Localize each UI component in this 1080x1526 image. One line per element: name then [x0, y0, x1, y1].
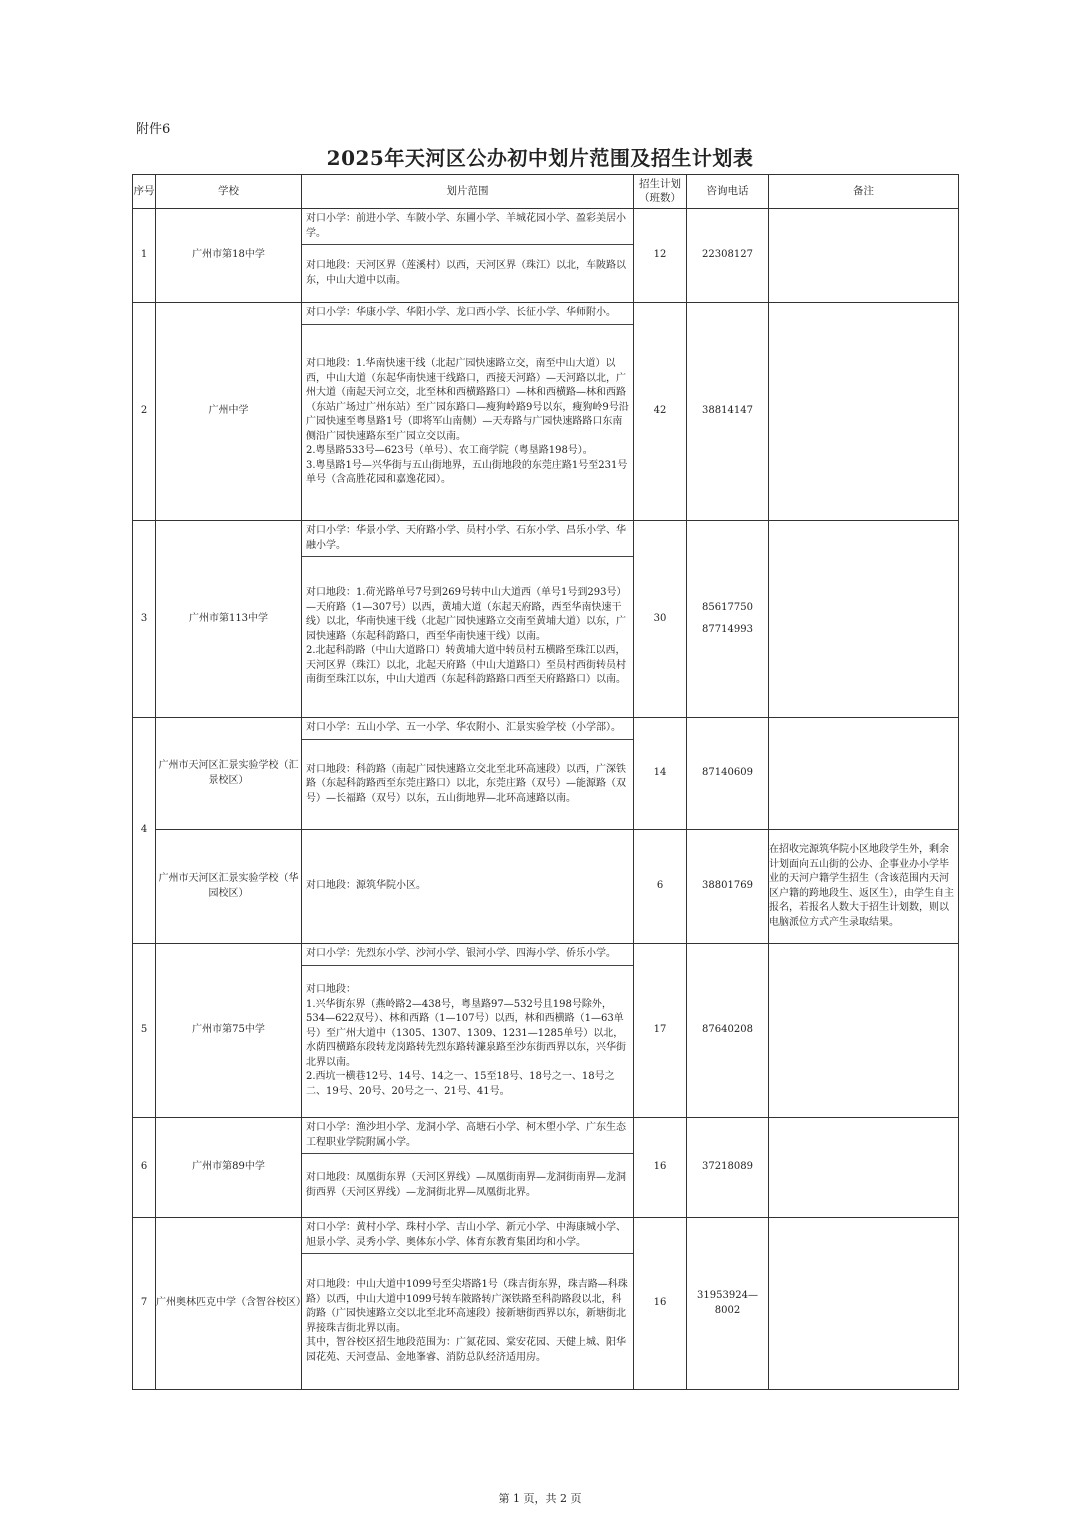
phone-cell	[687, 209, 769, 303]
area-line: 2.粤垦路533号—623号（单号）、农工商学院（粤垦路198号）。	[306, 445, 593, 456]
phone-number: 85617750	[702, 601, 753, 613]
school-name: 广州中学	[156, 303, 302, 521]
plan-classes: 42	[634, 303, 687, 521]
table-row	[133, 303, 959, 521]
phone-cell	[687, 521, 769, 718]
primary-schools: 对口小学：华景小学、天府路小学、员村小学、石东小学、昌乐小学、华融小学。	[302, 521, 633, 557]
header-plan: 招生计划（班数）	[634, 175, 687, 209]
table-row	[133, 209, 959, 303]
note-cell	[769, 521, 959, 718]
phone-number: 87714993	[702, 624, 753, 635]
area-line: 其中，智谷校区招生地段范围为：广氮花园、棠安花园、天健上城、阳华园花苑、天河壹品、金地峯睿、消防总队经济适用房。	[306, 1337, 626, 1363]
table-row	[133, 944, 959, 1118]
plan-classes: 14	[634, 718, 687, 830]
row-no: 7	[133, 1218, 156, 1390]
phone-cell	[687, 1218, 769, 1390]
row-no: 6	[133, 1118, 156, 1218]
note-cell	[769, 718, 959, 830]
enrollment-table	[132, 174, 959, 1390]
table-header-row	[133, 175, 959, 209]
zone-cell	[302, 1118, 634, 1218]
area-line: 对口地段：科韵路（南起广园快速路立交北至北环高速段）以西，广深铁路（东起科韵路西至东莞庄路口）以北，东莞庄路（双号）—能源路（双号）—长福路（双号）以东，五山街地界—北环高速路以南。	[306, 763, 626, 804]
primary-schools: 对口小学：华康小学、华阳小学、龙口西小学、长征小学、华师附小。	[302, 303, 633, 325]
school-name: 广州市第18中学	[156, 209, 302, 303]
note-cell	[769, 303, 959, 521]
school-name: 广州奥林匹克中学（含智谷校区）	[156, 1218, 302, 1390]
header-phone: 咨询电话	[687, 175, 769, 209]
district-area	[302, 830, 633, 943]
phone-cell	[687, 718, 769, 830]
zone-cell	[302, 944, 634, 1118]
district-area	[302, 966, 633, 1118]
plan-classes: 6	[634, 830, 687, 944]
header-range: 划片范围	[302, 175, 634, 209]
phone-number: 37218089	[702, 1161, 753, 1173]
area-line: 对口地段：	[306, 984, 356, 996]
school-name: 广州市第113中学	[156, 521, 302, 718]
area-line: 对口地段：凤凰街东界（天河区界线）—凤凰街南界—龙洞街南界—龙洞街西界（天河区界线）—龙洞街北界—凤凰街北界。	[306, 1172, 626, 1198]
phone-cell	[687, 303, 769, 521]
row-no: 3	[133, 521, 156, 718]
note-cell	[769, 1218, 959, 1390]
zone-cell	[302, 521, 634, 718]
primary-schools: 对口小学：渔沙坦小学、龙洞小学、高塘石小学、柯木塱小学、广东生态工程职业学院附属小学。	[302, 1118, 633, 1154]
phone-number: 38814147	[702, 405, 753, 417]
primary-schools: 对口小学：五山小学、五一小学、华农附小、汇景实验学校（小学部）。	[302, 718, 633, 740]
district-area	[302, 740, 633, 830]
school-name: 广州市第75中学	[156, 944, 302, 1118]
area-line: 1.兴华街东界（燕岭路2—438号，粤垦路97—532号且198号除外，534—622双号）、林和西路（1—107号）以西，林和西横路（1—63单号）至广州大道中（1305、1307、1309、1231—1285单号）以北，水荫四横路东段转龙岗路转先烈东路转濂泉路至沙东街西界以东，兴华街北界以南。	[306, 998, 626, 1068]
school-name: 广州市第89中学	[156, 1118, 302, 1218]
area-line: 对口地段：1.华南快速干线（北起广园快速路立交，南至中山大道）以西，中山大道（东起华南快速干线路口，西接天河路）—天河路以北，广州大道（南起天河立交，北至林和西横路路口）—林和西横路—林和西路（东站广场过广州东站）至广园东路口—瘦狗岭路9号以东，瘦狗岭9号沿广园快速至粤垦路1号（即将军山南侧）—天寿路与广园快速路路口东南侧沿广园快速路东至广园立交以南。	[306, 358, 629, 442]
attachment-label: 附件6	[136, 122, 171, 137]
plan-classes: 16	[634, 1218, 687, 1390]
page-footer: 第 1 页，共 2 页	[498, 1492, 582, 1505]
area-line: 2.北起科韵路（中山大道路口）转黄埔大道中转员村五横路至珠江以西，天河区界（珠江）以北，北起天府路（中山大道路口）至员村西街转员村南街至珠江以东，中山大道西（东起科韵路路口西至天府路路口）以南。	[306, 645, 626, 686]
zone-cell	[302, 303, 634, 521]
primary-schools: 对口小学：先烈东小学、沙河小学、银河小学、四海小学、侨乐小学。	[302, 944, 633, 966]
district-area	[302, 245, 633, 302]
row-no: 2	[133, 303, 156, 521]
note-cell	[769, 944, 959, 1118]
table-row	[133, 521, 959, 718]
area-line: 对口地段：1.荷光路单号7号到269号转中山大道西（单号1号到293号）—天府路（1—307号）以西，黄埔大道（东起天府路，西至华南快速干线）以北，华南快速干线（北起广园快速路立交南至黄埔大道）以东，广园快速路（东起科韵路口，西至华南快速干线）以南。	[306, 587, 627, 642]
page-title: 2025年天河区公办初中划片范围及招生计划表	[326, 146, 754, 170]
header-note: 备注	[769, 175, 959, 209]
note-cell: 在招收完源筑华院小区地段学生外，剩余计划面向五山街的公办、企事业办小学毕业的天河户籍学生招生（含该范围内天河区户籍的跨地段生、返区生），由学生自主报名，若报名人数大于招生计划数，则以电脑派位方式产生录取结果。	[769, 830, 959, 944]
note-cell	[769, 209, 959, 303]
row-no: 4	[133, 718, 156, 944]
school-name: 广州市天河区汇景实验学校（华园校区）	[156, 830, 302, 944]
area-line: 3.粤垦路1号—兴华街与五山街地界，五山街地段的东莞庄路1号至231号单号（含高胜花园和嘉逸花园）。	[306, 459, 628, 485]
header-school: 学校	[156, 175, 302, 209]
header-no: 序号	[133, 175, 156, 209]
plan-classes: 17	[634, 944, 687, 1118]
school-name: 广州市天河区汇景实验学校（汇景校区）	[156, 718, 302, 830]
zone-cell	[302, 209, 634, 303]
table-row	[133, 1118, 959, 1218]
table-row	[133, 1218, 959, 1390]
area-line: 对口地段：源筑华院小区。	[306, 880, 426, 892]
phone-cell	[687, 830, 769, 944]
area-line: 对口地段：天河区界（莲溪村）以西，天河区界（珠江）以北，车陂路以东，中山大道中以南。	[306, 260, 626, 286]
area-line: 2.西坑一横巷12号、14号、14之一、15至18号、18号之一、18号之二、19号、20号、20号之一、21号、41号。	[306, 1071, 615, 1097]
phone-number: 31953924—8002	[697, 1290, 758, 1316]
zone-cell	[302, 830, 634, 944]
district-area	[302, 1254, 633, 1389]
zone-cell	[302, 1218, 634, 1390]
primary-schools: 对口小学：黄村小学、珠村小学、吉山小学、新元小学、中海康城小学、旭景小学、灵秀小学、奥体东小学、体育东教育集团均和小学。	[302, 1218, 633, 1254]
phone-number: 87140609	[702, 767, 753, 779]
table-row	[133, 830, 959, 944]
phone-number: 22308127	[702, 249, 753, 261]
phone-number: 38801769	[702, 880, 753, 892]
phone-number: 87640208	[702, 1024, 753, 1036]
row-no: 5	[133, 944, 156, 1118]
district-area	[302, 325, 633, 521]
primary-schools: 对口小学：前进小学、车陂小学、东圃小学、羊城花园小学、盈彩美居小学。	[302, 209, 633, 245]
note-cell	[769, 1118, 959, 1218]
phone-cell	[687, 944, 769, 1118]
plan-classes: 16	[634, 1118, 687, 1218]
plan-classes: 12	[634, 209, 687, 303]
table-row	[133, 718, 959, 830]
plan-classes: 30	[634, 521, 687, 718]
district-area	[302, 1154, 633, 1217]
district-area	[302, 557, 633, 717]
zone-cell	[302, 718, 634, 830]
phone-cell	[687, 1118, 769, 1218]
area-line: 对口地段：中山大道中1099号至尖塔路1号（珠吉街东界，珠吉路—科珠路）以西，中山大道中1099号转车陂路转广深铁路至科韵路段以北，科韵路（广园快速路立交以北至北环高速段）接新塘街西界以东，新塘街北界接珠吉街北界以南。	[306, 1279, 628, 1334]
row-no: 1	[133, 209, 156, 303]
